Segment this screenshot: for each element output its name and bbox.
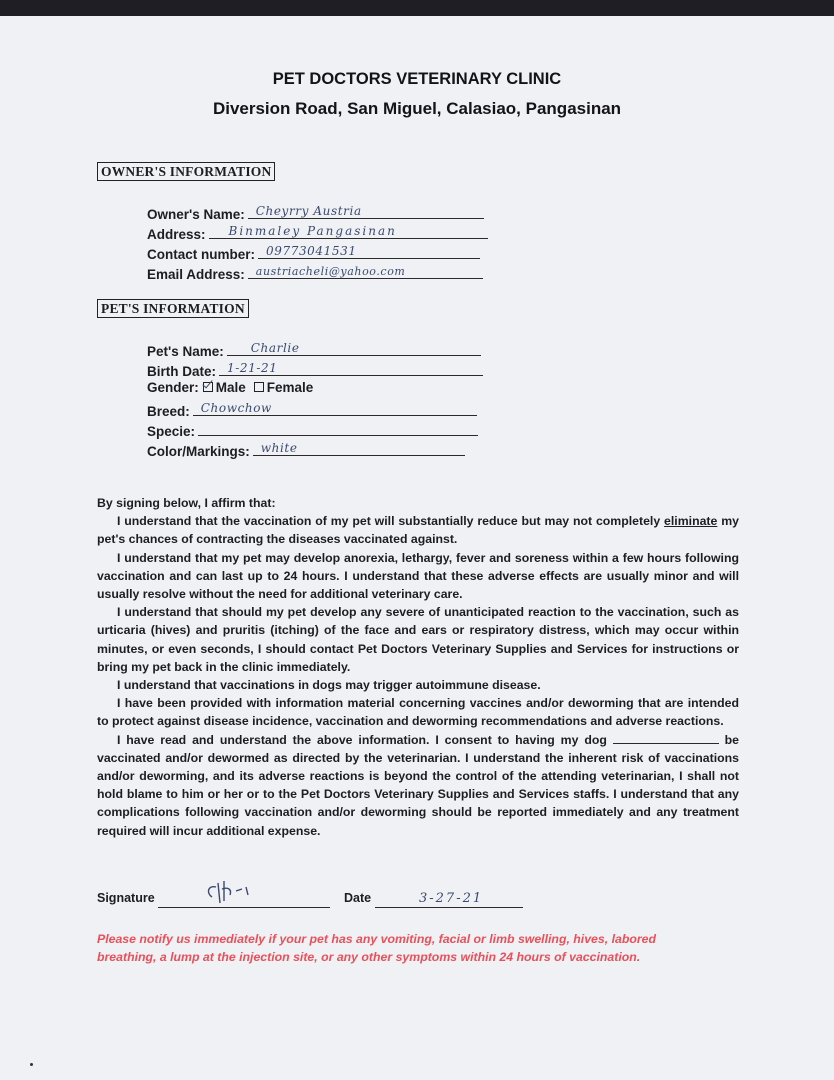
pet-breed-value: Chowchow [200,401,272,415]
clinic-address: Diversion Road, San Miguel, Calasiao, Pangasinan [212,99,622,118]
consent-paragraph-1 [97,512,739,548]
pet-birth-field[interactable] [219,360,483,376]
owner-section-title: OWNER'S INFORMATION [97,162,275,181]
pet-birth-row [147,360,483,380]
pet-color-label: Color/Markings: [147,444,250,459]
consent-paragraph-6 [97,731,739,840]
owner-name-row [147,203,484,223]
owner-email-row [147,263,483,283]
owner-contact-row [147,243,480,263]
pet-name-field[interactable] [227,340,481,356]
signature-scribble [202,879,282,905]
pet-gender-row [147,380,313,400]
pet-name-label: Pet's Name: [147,344,224,359]
pet-breed-label: Breed: [147,404,190,419]
scan-speck [30,1063,33,1066]
pet-gender-label: Gender: [147,380,199,395]
date-label: Date [344,891,372,905]
consent-p1-text-a: I understand that the vaccination of my pet will substantially reduce but may not completely [117,514,665,529]
consent-p6-text-a: I have read and understand the above information. I consent to having my dog [117,732,613,747]
signature-label: Signature [97,891,155,905]
dog-name-blank[interactable] [613,731,719,744]
owner-email-field[interactable] [248,263,483,279]
pet-breed-field[interactable] [193,400,477,416]
signature-field[interactable] [158,891,330,908]
owner-address-field[interactable] [209,223,488,239]
consent-paragraph-5: I have been provided with information material concerning vaccines and/or deworming that are intended to protect against disease incidence, vaccination and deworming recommendations and adverse reactions. [97,696,739,729]
gender-female-label: Female [266,380,314,395]
owner-name-label: Owner's Name: [147,207,245,222]
consent-paragraph-3: I understand that should my pet develop any severe of unanticipated reaction to the vaccination, such as urticaria (hives) and pruritis (itching) of the face and ears or respiratory distress, which may occur within minutes, or even seconds, I should contact Pet Doctors Veterinary Supplies and Services for instructions or bring my pet back in the clinic immediately. [97,605,739,674]
owner-name-value: Cheyrry Austria [255,204,362,218]
date-field[interactable] [375,891,523,908]
consent-p1-underlined: eliminate [664,514,718,529]
pet-section-title: PET'S INFORMATION [97,299,249,318]
clinic-name: PET DOCTORS VETERINARY CLINIC [272,70,562,88]
consent-p1-text-b: my pet's chances of contracting the diseases vaccinated against. [97,514,739,547]
date-value: 3-27-21 [419,891,484,906]
pet-birth-value: 1-21-21 [227,361,278,375]
pet-color-field[interactable] [253,440,465,456]
gender-male-label: Male [215,380,246,395]
owner-email-value: austriacheli@yahoo.com [255,265,406,278]
pet-birth-label: Birth Date: [147,364,217,379]
scan-top-edge [0,0,834,16]
consent-paragraph-2: I understand that my pet may develop anorexia, lethargy, fever and soreness within a few hours following vaccination and can last up to 24 hours. I understand that these adverse effects are usually minor and will usually resolve without the need for additional veterinary care. [97,550,739,602]
gender-female-checkbox[interactable] [254,382,264,392]
owner-address-label: Address: [147,227,206,242]
owner-contact-field[interactable] [258,243,480,259]
consent-lead: By signing below, I affirm that: [97,496,276,510]
pet-specie-field[interactable] [198,420,478,436]
owner-address-row [147,223,488,243]
consent-text [97,494,739,840]
symptom-notice: Please notify us immediately if your pet has any vomiting, facial or limb swelling, hives, labored breathing, a lump at the injection site, or any other symptoms within 24 hours of vaccination. [97,932,656,964]
owner-address-value: Binmaley Pangasinan [228,224,397,238]
consent-paragraph-4: I understand that vaccinations in dogs may trigger autoimmune disease. [117,678,541,693]
owner-email-label: Email Address: [147,267,245,282]
pet-specie-row [147,420,478,440]
pet-specie-label: Specie: [147,424,196,439]
pet-breed-row [147,400,477,420]
pet-color-row [147,440,465,460]
owner-contact-value: 09773041531 [266,244,357,258]
owner-name-field[interactable] [248,203,484,219]
gender-male-checkbox[interactable] [203,382,213,392]
pet-name-value: Charlie [250,341,300,355]
consent-p6-text-b: be vaccinated and/or dewormed as directed by the veterinarian. I understand the inherent risk of vaccinations and/or deworming, and its adverse reactions is beyond the control of the attending veterinarian, I shall not hold blame to him or her or to the Pet Doctors Veterinary Supplies and Services staffs. I understand that any complications following vaccination and/or deworming should be reported immediately and any treatment required will incur additional expense. [97,732,739,838]
pet-name-row [147,340,481,360]
pet-color-value: white [260,441,298,455]
owner-contact-label: Contact number: [147,247,255,262]
